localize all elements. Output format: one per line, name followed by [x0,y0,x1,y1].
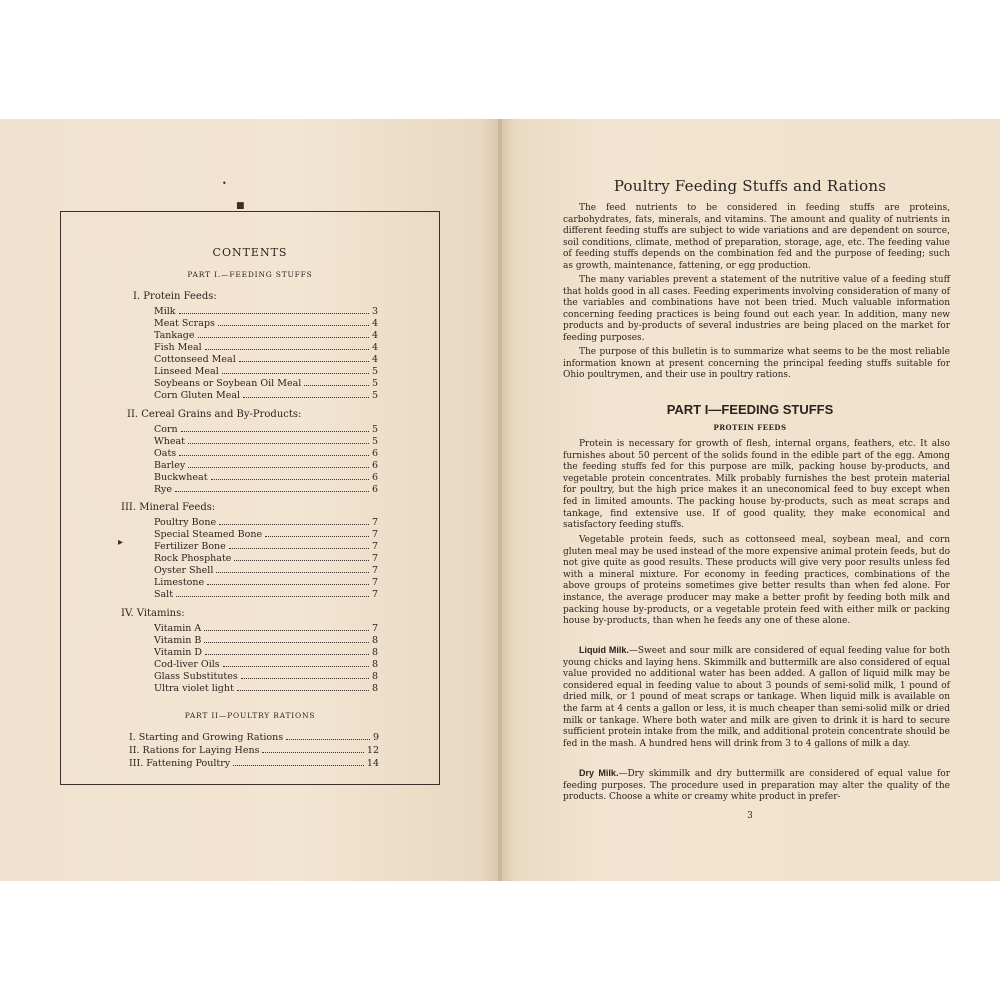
run-in-heading: Dry Milk. [579,768,619,778]
section-heading: III. Mineral Feeds: [121,502,216,513]
dot-leader [211,470,369,480]
page-number: 3 [747,811,753,821]
dot-leader [286,730,370,740]
dot-leader [216,563,369,573]
toc-entry [154,422,378,434]
toc-entry-label: II. Rations for Laying Hens [129,745,260,756]
toc-entry-label: Vitamin D [154,647,203,658]
toc-entry [154,563,378,575]
ink-mark: ▸ [118,537,124,548]
toc-entry-page: 6 [371,472,378,483]
body-paragraph [563,645,950,750]
dot-leader [233,756,364,766]
dot-leader [234,551,369,561]
dot-leader [205,645,369,655]
toc-entry [129,730,379,742]
toc-entry-page: 6 [371,484,378,495]
toc-entry-page: 7 [371,565,378,576]
toc-entry-label: Rye [154,484,172,495]
dot-leader [188,458,369,468]
toc-entry-page: 8 [371,647,378,658]
toc-entry [154,388,378,400]
intro-paragraph: The purpose of this bulletin is to summarize what seems to be the most reliable information known at present concerning the principal feeding stuffs suitable for Ohio poultrymen, and their use in poultry rations. [563,347,950,381]
toc-entry-label: Buckwheat [154,472,208,483]
dot-leader [243,388,369,398]
toc-entry [154,470,378,482]
dot-leader [304,376,369,386]
toc-entry-page: 6 [371,448,378,459]
toc-entry-label: Limestone [154,577,205,588]
dot-leader [198,328,369,338]
dot-leader [262,743,363,753]
toc-entry [154,669,378,681]
toc-entry-page: 4 [371,318,378,329]
toc-entry-page: 14 [366,758,379,769]
toc-entry-label: Linseed Meal [154,366,219,377]
toc-entry [154,633,378,645]
toc-entry-label: Glass Substitutes [154,671,238,682]
toc-entry-label: Barley [154,460,186,471]
toc-entry-page: 4 [371,354,378,365]
paragraph-text: —Dry skimmilk and dry buttermilk are considered of equal value for feeding purposes. The procedure used in preparation may alter the quality of the products. Choose a white or creamy white product in prefer- [563,769,951,803]
sub-heading: PROTEIN FEEDS [713,423,787,432]
dot-leader [237,681,369,691]
toc-entry [154,515,378,527]
toc-entry-label: Corn Gluten Meal [154,390,241,401]
toc-entry [154,340,378,352]
toc-entry-page: 4 [371,342,378,353]
dot-leader [176,587,369,597]
toc-entry-page: 7 [371,529,378,540]
toc-entry-label: Rock Phosphate [154,553,232,564]
toc-entry-page: 12 [366,745,379,756]
dot-leader [229,539,369,549]
toc-entry-page: 8 [371,635,378,646]
dot-leader [241,669,369,679]
toc-entry-page: 5 [371,436,378,447]
toc-entry-page: 7 [371,553,378,564]
page-title: Poultry Feeding Stuffs and Rations [613,177,887,195]
body-paragraph: Protein is necessary for growth of flesh, internal organs, feathers, etc. It also furnishes about 50 percent of the solids found in the edible part of the egg. Among the feeding stuffs fed for this purpose are milk, packing house by-products, and vegetable protein concentrates. Milk probably furnishes the best protein material for poultry, but the high price makes it an uneconomical feed to buy except when fed in limited amounts. The packing house by-products, such as meat scraps and tankage, find extensive use. If of good quality, they make economical and satisfactory feeding stuffs. [563,439,950,531]
dot-leader [239,352,369,362]
toc-entry-page: 8 [371,683,378,694]
part-heading: PART I—FEEDING STUFFS [666,402,834,417]
body-paragraph: Vegetable protein feeds, such as cottonseed meal, soybean meal, and corn gluten meal may be used instead of the more expensive animal protein feeds, but do not give quite as good results. These products will give very poor results unless fed with a mineral mixture. For economy in feeding practices, combinations of the above groups of proteins sometimes give better results than when fed alone. For instance, the average producer may make a better profit by feeding both milk and packing house by-products, or a vegetable protein feed with either milk or packing house by-products, than when he feeds any one of these alone. [563,535,950,627]
dot-leader [265,527,369,537]
toc-entry [154,328,378,340]
contents-title: CONTENTS [212,246,288,259]
toc-entry-label: Cod-liver Oils [154,659,220,670]
ink-mark: • [222,179,227,188]
toc-entry-label: Soybeans or Soybean Oil Meal [154,378,302,389]
toc-entry-page: 9 [372,732,379,743]
dot-leader [223,657,369,667]
toc-entry [154,446,378,458]
toc-entry-page: 8 [371,659,378,670]
toc-entry-page: 7 [371,517,378,528]
toc-entry [154,681,378,693]
contents-frame [60,211,440,785]
toc-entry [154,434,378,446]
toc-entry-label: Wheat [154,436,185,447]
toc-entry [154,575,378,587]
toc-entry-page: 5 [371,390,378,401]
toc-entry-label: Cottonseed Meal [154,354,236,365]
dot-leader [222,364,369,374]
dot-leader [181,422,369,432]
ink-mark: ■ [236,201,245,211]
toc-entry [154,304,378,316]
toc-entry-label: Ultra violet light [154,683,234,694]
toc-entry [154,482,378,494]
toc-entry-label: Fish Meal [154,342,202,353]
toc-entry-label: Oyster Shell [154,565,214,576]
toc-entry [154,458,378,470]
toc-entry-page: 7 [371,541,378,552]
paragraph-text: —Sweet and sour milk are considered of equal feeding value for both young chicks and laying hens. Skimmilk and buttermilk are also considered of equal value provided no additional water has been added. A gallon of liquid milk may be considered equal in feeding value to about 3 pounds of semi-solid milk, 1 pound of dried milk, or 1 pound of meat scraps or tankage. When liquid milk is available on the farm at 4 cents a gallon or less, it is much cheaper than semi-solid milk or dried milk or tankage. Where both water and milk are given to drink it is hard to secure sufficient protein intake from the milk, and additional protein concentrate should be fed in the mash. A hundred hens will drink from 3 to 4 gallons of milk a day. [563,646,950,749]
toc-entry [154,376,378,388]
toc-entry [154,551,378,563]
toc-entry-label: Poultry Bone [154,517,217,528]
intro-paragraph: The many variables prevent a statement of the nutritive value of a feeding stuff that holds good in all cases. Feeding experiments involving consideration of many of the variables and combinations have not been tried. Much valuable information concerning feeding practices is being found out each year. In addition, many new products and by-products of several industries are being placed on the market for feeding purposes. [563,275,950,343]
body-paragraph [563,768,950,804]
toc-entry [154,621,378,633]
dot-leader [204,621,369,631]
toc-entry-page: 5 [371,378,378,389]
section-heading: IV. Vitamins: [121,608,185,619]
section-heading: I. Protein Feeds: [133,291,217,302]
toc-entry-label: III. Fattening Poultry [129,758,231,769]
toc-entry-page: 7 [371,589,378,600]
dot-leader [179,304,369,314]
run-in-heading: Liquid Milk. [579,645,629,655]
toc-entry [154,587,378,599]
dot-leader [188,434,369,444]
toc-entry-label: Special Steamed Bone [154,529,263,540]
toc-entry-label: Tankage [154,330,195,341]
toc-entry-page: 8 [371,671,378,682]
toc-entry [154,352,378,364]
dot-leader [179,446,369,456]
dot-leader [219,515,369,525]
toc-entry-label: Corn [154,424,178,435]
toc-entry-label: Milk [154,306,176,317]
toc-entry-label: I. Starting and Growing Rations [129,732,284,743]
toc-entry-page: 6 [371,460,378,471]
part2-heading: PART II—POULTRY RATIONS [184,711,316,720]
toc-entry [129,743,379,755]
toc-entry-label: Vitamin A [154,623,202,634]
section-heading: II. Cereal Grains and By-Products: [127,409,302,420]
book-gutter [498,119,502,881]
dot-leader [175,482,369,492]
left-page [0,119,500,881]
toc-entry-page: 5 [371,424,378,435]
intro-paragraph: The feed nutrients to be considered in feeding stuffs are proteins, carbohydrates, fats, minerals, and vitamins. The amount and quality of nutrients in different feeding stuffs are subject to wide variations and are dependent on source, soil conditions, climate, method of preparation, storage, age, etc. The feeding value of feeding stuffs depends on the combination fed and the purpose of feeding; such as growth, maintenance, fattening, or egg production. [563,203,950,271]
toc-entry [154,657,378,669]
toc-entry-page: 4 [371,330,378,341]
toc-entry-page: 7 [371,577,378,588]
dot-leader [204,633,369,643]
toc-entry-label: Salt [154,589,174,600]
toc-entry [154,364,378,376]
toc-entry-label: Meat Scraps [154,318,215,329]
toc-entry-page: 7 [371,623,378,634]
toc-entry-page: 3 [371,306,378,317]
toc-entry [154,316,378,328]
dot-leader [207,575,369,585]
dot-leader [218,316,369,326]
toc-entry [154,539,378,551]
toc-entry-label: Oats [154,448,177,459]
dot-leader [205,340,369,350]
toc-entry [154,645,378,657]
part1-heading: PART I.—FEEDING STUFFS [187,270,313,279]
toc-entry [154,527,378,539]
toc-entry-label: Vitamin B [154,635,202,646]
toc-entry-page: 5 [371,366,378,377]
toc-entry-label: Fertilizer Bone [154,541,226,552]
right-page [500,119,1000,881]
toc-entry [129,756,379,768]
